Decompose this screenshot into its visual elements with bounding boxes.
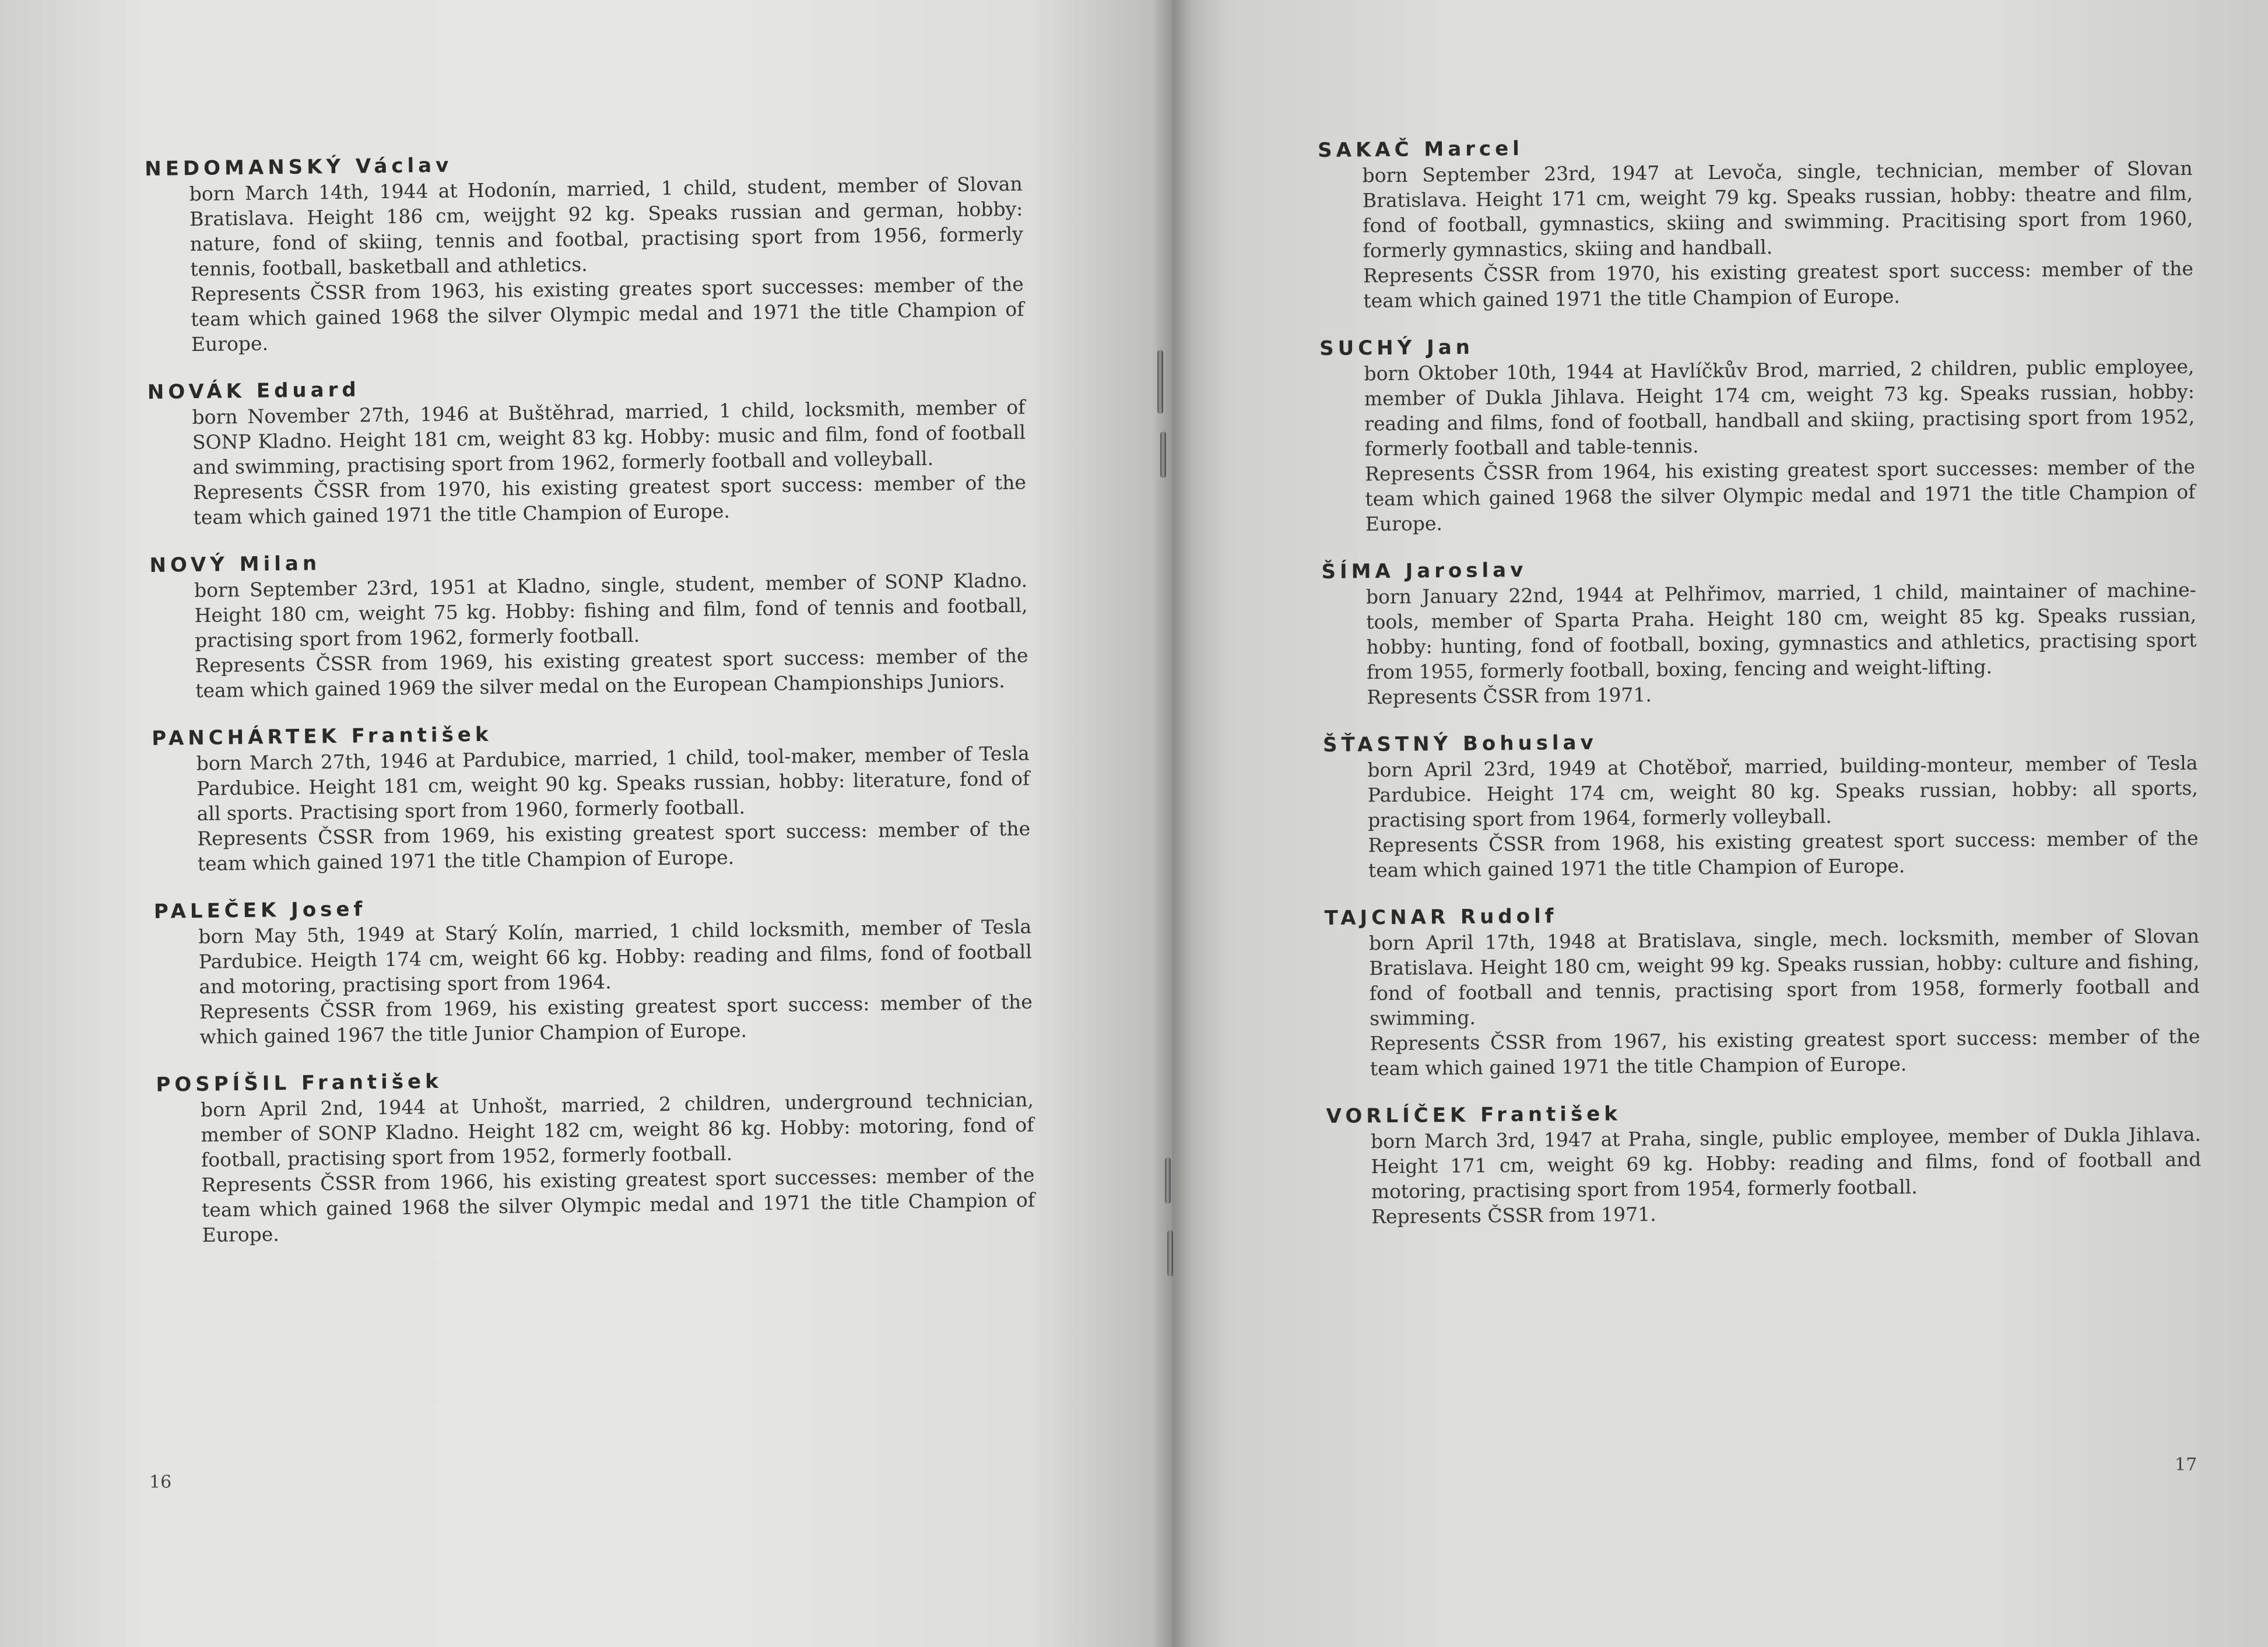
player-name: NOVÝ Milan <box>149 552 321 577</box>
player-career: Represents ČSSR from 1971. <box>1367 683 1652 709</box>
player-career: Represents ČSSR from 1970, his existing greatest sport success: member of the team which gained 1971 the title Champion of Europe. <box>192 470 1027 529</box>
page-number: 17 <box>2175 1455 2197 1475</box>
player-bio: born April 23rd, 1949 at Chotěboř, married, building-monteur, member of Tesla Pardubice. Height 174 cm, weight 80 kg. Speaks russian, hobby: all sports, practising sport from 1964, formerly volleyball. <box>1367 751 2198 832</box>
player-bio: born April 17th, 1948 at Bratislava, single, mech. locksmith, member of Slovan Bratislava. Height 180 cm, weight 99 kg. Speaks russian, hobby: culture and fishing, fond of football and tennis, practising sport from 1958, formerly football and swimming. <box>1368 924 2200 1030</box>
player-name: PALEČEK Josef <box>153 897 367 923</box>
player-bio: born May 5th, 1949 at Starý Kolín, married, 1 child locksmith, member of Tesla Pardubice. Heigth 174 cm, weight 66 kg. Hobby: reading and films, fond of football and motoring, practising sport from 1964. <box>198 915 1032 998</box>
player-career: Represents ČSSR from 1971. <box>1371 1203 1656 1228</box>
book-gutter <box>1151 0 1192 1647</box>
player-name: TAJCNAR Rudolf <box>1324 904 1558 930</box>
player-entry <box>148 370 1027 531</box>
player-bio: born April 2nd, 1944 at Unhošt, married, 2 children, underground technician, member of SONP Kladno. Height 182 cm, weight 86 kg. Hobby: motoring, fond of football, practising sport from 1952, formerly football. <box>200 1088 1034 1171</box>
player-bio: born January 22nd, 1944 at Pelhřimov, married, 1 child, maintainer of machine-tools, member of Sparta Praha. Height 180 cm, weight 85 kg. Speaks russian, hobby: hunting, fond of football, boxing, gymnastics and athletics, practising sport from 1955, formerly football, boxing, fencing and weight-lifting. <box>1365 578 2197 684</box>
player-entry <box>1324 899 2200 1081</box>
player-career: Represents ČSSR from 1969, his existing greatest sport success: member of the which gained 1967 the title Junior Champion of Europe. <box>199 990 1033 1048</box>
player-entry <box>154 890 1033 1050</box>
player-entry <box>156 1062 1035 1248</box>
staple <box>1160 431 1166 478</box>
player-entry <box>1321 553 2197 710</box>
player-bio: born Oktober 10th, 1944 at Havlíčkův Brod, married, 2 children, public employee, member of Dukla Jihlava. Height 174 cm, weight 73 kg. Speaks russian, hobby: reading and films, fond of football, handball and skiing, practising sport from 1952, formerly football and table-tennis. <box>1364 354 2195 461</box>
player-career: Represents ČSSR from 1969, his existing greatest sport success: member of the team which gained 1969 the silver medal on the European Championships Juniors. <box>195 644 1028 703</box>
left-column <box>145 147 1035 1272</box>
player-career: Represents ČSSR from 1968, his existing greatest sport success: member of the team which gained 1971 the title Champion of Europe. <box>1368 826 2199 882</box>
staple <box>1165 1157 1171 1204</box>
player-name: PANCHÁRTEK František <box>151 722 493 750</box>
player-bio: born September 23rd, 1947 at Levoča, single, technician, member of Slovan Bratislava. Height 171 cm, weight 79 kg. Speaks russian, hobby: theatre and film, fond of football, gymnastics, skiing and swimming. Pracitising sport from 1960, formerly gymnastics, skiing and handball. <box>1362 156 2193 262</box>
player-bio: born September 23rd, 1951 at Kladno, single, student, member of SONP Kladno. Height 180 cm, weight 75 kg. Hobby: fishing and film, fond of tennis and football, practising sport from 1962, formerly football. <box>194 568 1028 652</box>
player-entry <box>1323 726 2199 883</box>
player-entry <box>149 543 1028 704</box>
player-entry <box>1326 1097 2202 1230</box>
player-name: SUCHÝ Jan <box>1319 335 1474 360</box>
player-name: NEDOMANSKÝ Václav <box>145 153 453 181</box>
player-bio: born November 27th, 1946 at Buštěhrad, married, 1 child, locksmith, member of SONP Kladno. Height 181 cm, weight 83 kg. Hobby: music and film, fond of football and swimming, practising sport from 1962, formerly football and volleyball. <box>192 395 1026 479</box>
player-name: SAKAČ Marcel <box>1318 136 1524 162</box>
player-entry <box>1319 329 2196 537</box>
player-career: Represents ČSSR from 1964, his existing greatest sport successes: member of the team which gained 1968 the silver Olympic medal and 1971 the title Champion of Europe. <box>1364 455 2196 536</box>
player-entry <box>1318 131 2194 314</box>
player-career: Represents ČSSR from 1969, his existing greatest sport success: member of the team which gained 1971 the title Champion of Europe. <box>197 817 1031 875</box>
player-entry <box>152 717 1031 877</box>
player-career: Represents ČSSR from 1967, his existing greatest sport success: member of the team which gained 1971 the title Champion of Europe. <box>1370 1024 2200 1080</box>
player-career: Represents ČSSR from 1966, his existing greatest sport successes: member of the team which gained 1968 the silver Olympic medal and 1971 the title Champion of Europe. <box>201 1163 1035 1246</box>
player-name: ŠÍMA Jaroslav <box>1321 558 1528 584</box>
right-column <box>1318 131 2202 1253</box>
player-name: ŠŤASTNÝ Bohuslav <box>1322 731 1598 757</box>
player-career: Represents ČSSR from 1970, his existing greatest sport success: member of the team which gained 1971 the title Champion of Europe. <box>1363 257 2194 312</box>
player-bio: born March 3rd, 1947 at Praha, single, public employee, member of Dukla Jihlava. Height 171 cm, weight 69 kg. Hobby: reading and films, fond of football and motoring, practising sport from 1954, formerly football. <box>1370 1122 2202 1203</box>
player-career: Represents ČSSR from 1963, his existing greates sport successes: member of the team which gained 1968 the silver Olympic medal and 1971 the title Champion of Europe. <box>190 272 1024 356</box>
player-entry <box>145 147 1024 357</box>
player-name: VORLÍČEK František <box>1326 1102 1622 1128</box>
staple <box>1167 1230 1173 1277</box>
player-bio: born March 27th, 1946 at Pardubice, married, 1 child, tool-maker, member of Tesla Pardubice. Height 181 cm, weight 90 kg. Speaks russian, hobby: literature, fond of all sports. Practising sport from 1960, formerly football. <box>196 742 1030 825</box>
player-name: POSPÍŠIL František <box>156 1069 443 1097</box>
page-number: 16 <box>149 1472 172 1493</box>
staple <box>1157 350 1163 414</box>
player-name: NOVÁK Eduard <box>147 378 360 404</box>
player-bio: born March 14th, 1944 at Hodonín, married, 1 child, student, member of Slovan Bratislava. Height 186 cm, weijght 92 kg. Speaks russian and german, hobby: nature, fond of skiing, tennis and footbal, practising sport from 1956, formerly tennis, football, basketball and athletics. <box>189 172 1023 281</box>
